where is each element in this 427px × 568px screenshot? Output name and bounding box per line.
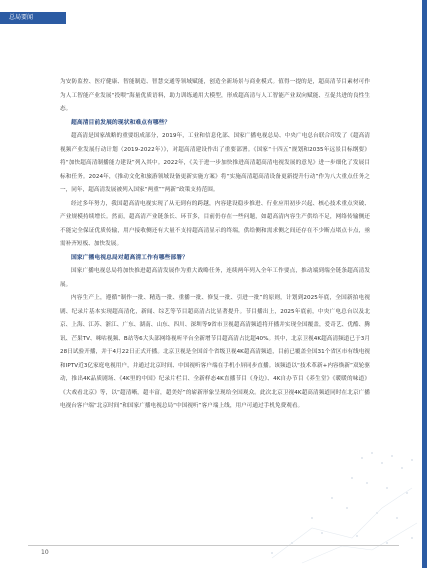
body-paragraph: 经过多年努力，我国超高清电视实现了从无到有的跨越，内容建设稳步推进、行业应用初步兴起、核心技术重点突破、产业规模持续增长。然而，超高清产业链条长、环节多，目前仍存在一些问题，如超高清内容生产供给不足，网络传输侧还不能完全保证优质传输，用户接收侧还有大量不支持超高清显示的终端，供给侧和需求侧之间还存在不少断点堵点卡点，亟需补齐短板、加快发展。 xyxy=(60,200,370,247)
body-paragraph: 超高清是国家战略的重要组成部分，2019年，工业和信息化部、国家广播电视总局、中央广电总台联合印发了《超高清视频产业发展行动计划（2019-2022年）》，对超高清建设作出了重要部署。《国家“十四五”规划和2035年远景目标纲要》将“加快超高清制播能力建设”列入其中。2022年，《关于进一步加快推进高清超高清电视发展的意见》进一步细化了发展目标和任务。2024年，《推动文化和旅游领域设备更新实施方案》将“实施高清超高清设备更新提升行动”作为八大重点任务之一，同年，超高清发展被列入国家“两重”“两新”政策支持范围。 xyxy=(60,133,370,193)
section-heading: 超高清目前发展的现状和难点有哪些？ xyxy=(71,119,171,126)
section-heading: 国家广播电视总局对超高清工作有哪些部署？ xyxy=(71,254,188,261)
footer-divider xyxy=(28,545,399,546)
body-paragraph: 国家广播电视总局将加快推进超高清发展作为重大战略任务，连续两年列入全年工作要点，推动端到端全链条超高清发展。 xyxy=(60,268,370,288)
body-paragraph: 为安防监控、医疗健康、智能制造、智慧交通等领域赋能，创造全新场景与商业模式。值得一提的是，超高清节目素材可作为人工智能产业发展“投喂”海量优质语料，助力训练通用大模型，形成超高清与人工智能产业双向赋能、互促共进的良性生态。 xyxy=(60,79,370,112)
page-number: 10 xyxy=(41,549,49,556)
article-body xyxy=(60,76,370,414)
page-edge-bar xyxy=(422,0,427,568)
body-paragraph: 内容生产上，遵循“制作一批、精选一批、重播一批、修复一批、引进一批”的原则，计划到2025年底，全国新拍电视剧、纪录片基本实现超高清化，新闻、综艺等节目超高清占比显著提升。节目播出上，2025年底前，中央广电总台以及北京、上海、江苏、浙江、广东、湖南、山东、四川、深圳等9省市卫视超高清频道将开播并实现全国覆盖，爱奇艺、优酷、腾讯、芒果TV、咪咕视频、B站等6大头部网络视听平台全新增节目超高清占比超40%。其中，北京卫视4K超高清频道已于3月28日试验开播，并于4月22日正式开播。北京卫视是全国首个省级卫视4K超高清频道，目前已覆盖全国31个省区市有线电视和IPTV近3亿家庭电视用户，并通过北京时间、中国视听客户端在手机小屏同步直播。该频道以“技术革新+内容焕新”双轮驱动，推出4K品质剧场、《4K里的中国》纪录片栏目、全新样态4K直播节目《身边》、4K自办节目《养生堂》《暖暖的味道》《大戏看北京》等，以“超清晰，超丰富，超美好”的崭新形象呈现给全国观众。此次北京卫视4K超高清频道同时在北京广播电视台客户端“北京时间”和国家广播电视总局“中国视听”客户端上线，用户可通过手机免费观看。 xyxy=(60,295,370,409)
section-tab xyxy=(0,12,66,24)
section-tab-label: 总局要闻 xyxy=(9,14,34,21)
